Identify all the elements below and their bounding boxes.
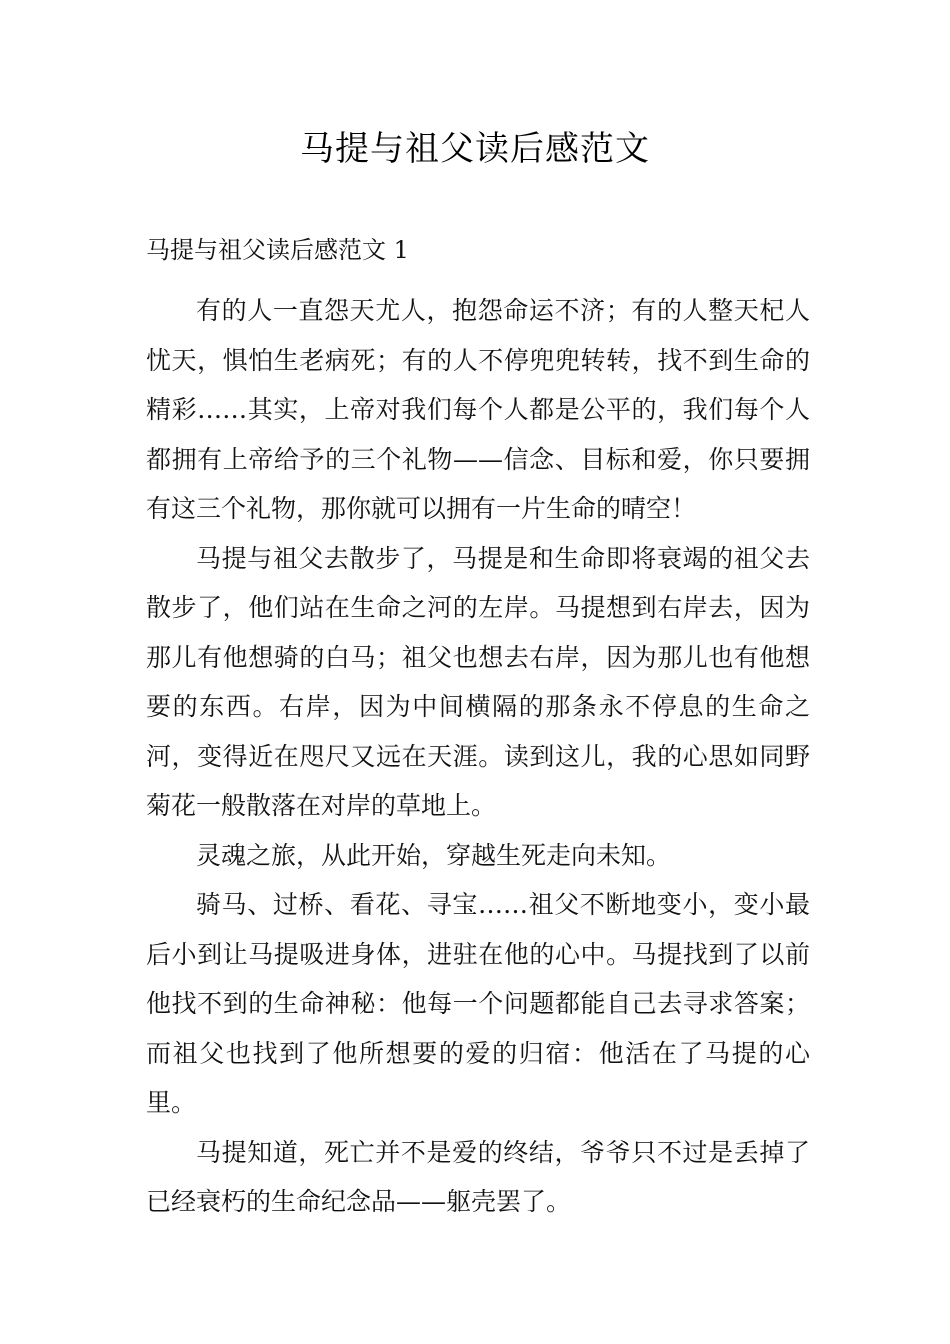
paragraph-5: 马提知道，死亡并不是爱的终结，爷爷只不过是丢掉了已经衰朽的生命纪念品——躯壳罢了。	[146, 1137, 810, 1216]
paragraph-2: 马提与祖父去散步了，马提是和生命即将衰竭的祖父去散步了，他们站在生命之河的左岸。马提想到右岸去，因为那儿有他想骑的白马；祖父也想去右岸，因为那儿也有他想要的东西。右岸，因为中间横隔的那条永不停息的生命之河，变得近在咫尺又远在天涯。读到这儿，我的心思如同野菊花一般散落在对岸的草地上。	[146, 543, 810, 820]
paragraph-1: 有的人一直怨天尤人，抱怨命运不济；有的人整天杞人忧天，惧怕生老病死；有的人不停兜兜转转，找不到生命的精彩……其实，上帝对我们每个人都是公平的，我们每个人都拥有上帝给予的三个礼物——信念、目标和爱，你只要拥有这三个礼物，那你就可以拥有一片生命的晴空！	[146, 296, 810, 523]
document-body	[146, 226, 810, 1227]
section-heading: 马提与祖父读后感范文 1	[146, 236, 409, 264]
paragraph-4: 骑马、过桥、看花、寻宝……祖父不断地变小，变小最后小到让马提吸进身体，进驻在他的心中。马提找到了以前他找不到的生命神秘：他每一个问题都能自己去寻求答案；而祖父也找到了他所想要的爱的归宿：他活在了马提的心里。	[146, 890, 810, 1117]
document-title: 马提与祖父读后感范文	[300, 129, 650, 169]
paragraph-3: 灵魂之旅，从此开始，穿越生死走向未知。	[196, 840, 672, 870]
